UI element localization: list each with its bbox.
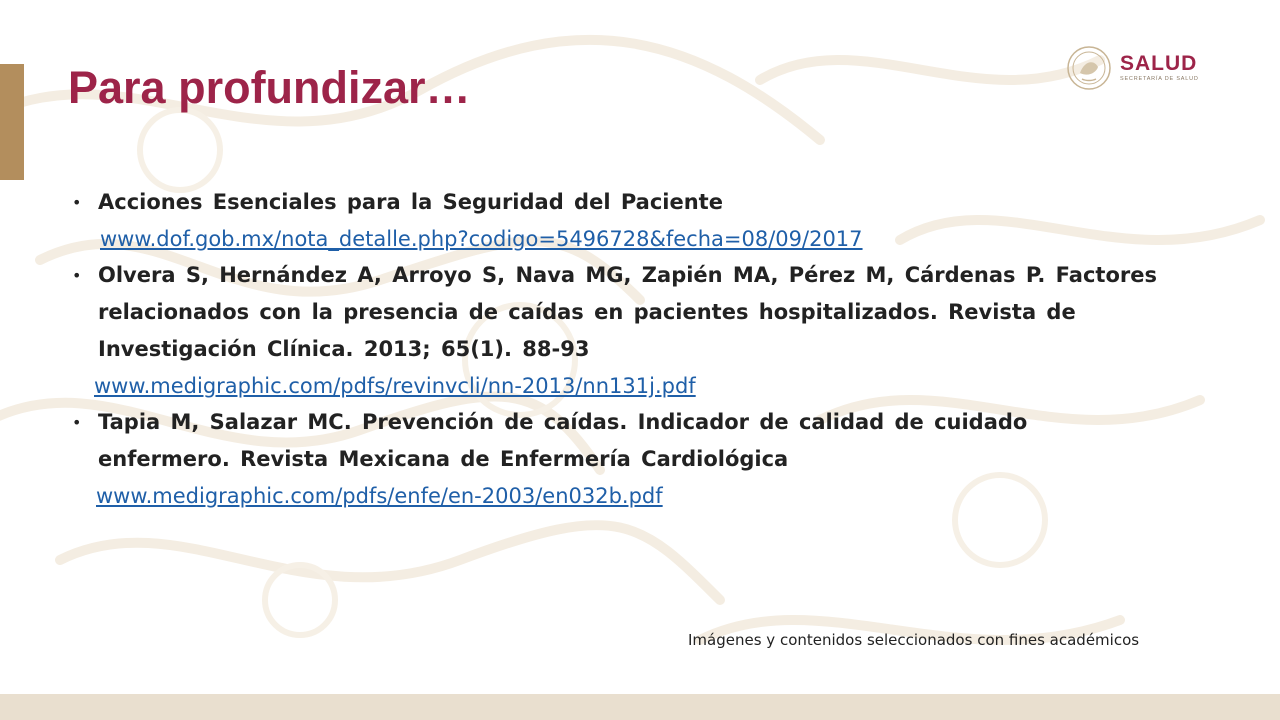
bullet-icon: • <box>72 266 82 285</box>
reference-text: Olvera S, Hernández A, Arroyo S, Nava MG, Zapién MA, Pérez M, Cárdenas P. Factores relacionados con la presencia de caídas en pacientes hospitalizados. Revista de Investigación Clínica. 2013; 65(1). 88-93 <box>98 263 1157 361</box>
bullet-icon: • <box>72 193 82 212</box>
reference-text: Acciones Esenciales para la Seguridad del Paciente <box>98 190 723 214</box>
reference-item <box>68 184 1188 257</box>
salud-logo <box>1066 42 1226 94</box>
logo-name: SALUD <box>1120 52 1198 75</box>
reference-link[interactable]: www.medigraphic.com/pdfs/enfe/en-2003/en032b.pdf <box>96 484 663 508</box>
reference-text: Tapia M, Salazar MC. Prevención de caídas. Indicador de calidad de cuidado enfermero. Revista Mexicana de Enfermería Cardiológica <box>98 410 1028 471</box>
accent-bar <box>0 64 24 180</box>
reference-link[interactable]: www.dof.gob.mx/nota_detalle.php?codigo=5496728&fecha=08/09/2017 <box>100 227 863 251</box>
reference-item <box>68 404 1188 514</box>
footnote: Imágenes y contenidos seleccionados con fines académicos <box>688 631 1140 649</box>
page-title: Para profundizar… <box>68 62 471 113</box>
bullet-icon: • <box>72 413 82 432</box>
reference-list <box>68 184 1188 514</box>
reference-item <box>68 257 1188 404</box>
bottom-strip <box>0 694 1280 720</box>
coat-of-arms-icon <box>1066 45 1112 91</box>
logo-subtitle: SECRETARÍA DE SALUD <box>1120 76 1199 82</box>
reference-link[interactable]: www.medigraphic.com/pdfs/revinvcli/nn-2013/nn131j.pdf <box>94 374 696 398</box>
